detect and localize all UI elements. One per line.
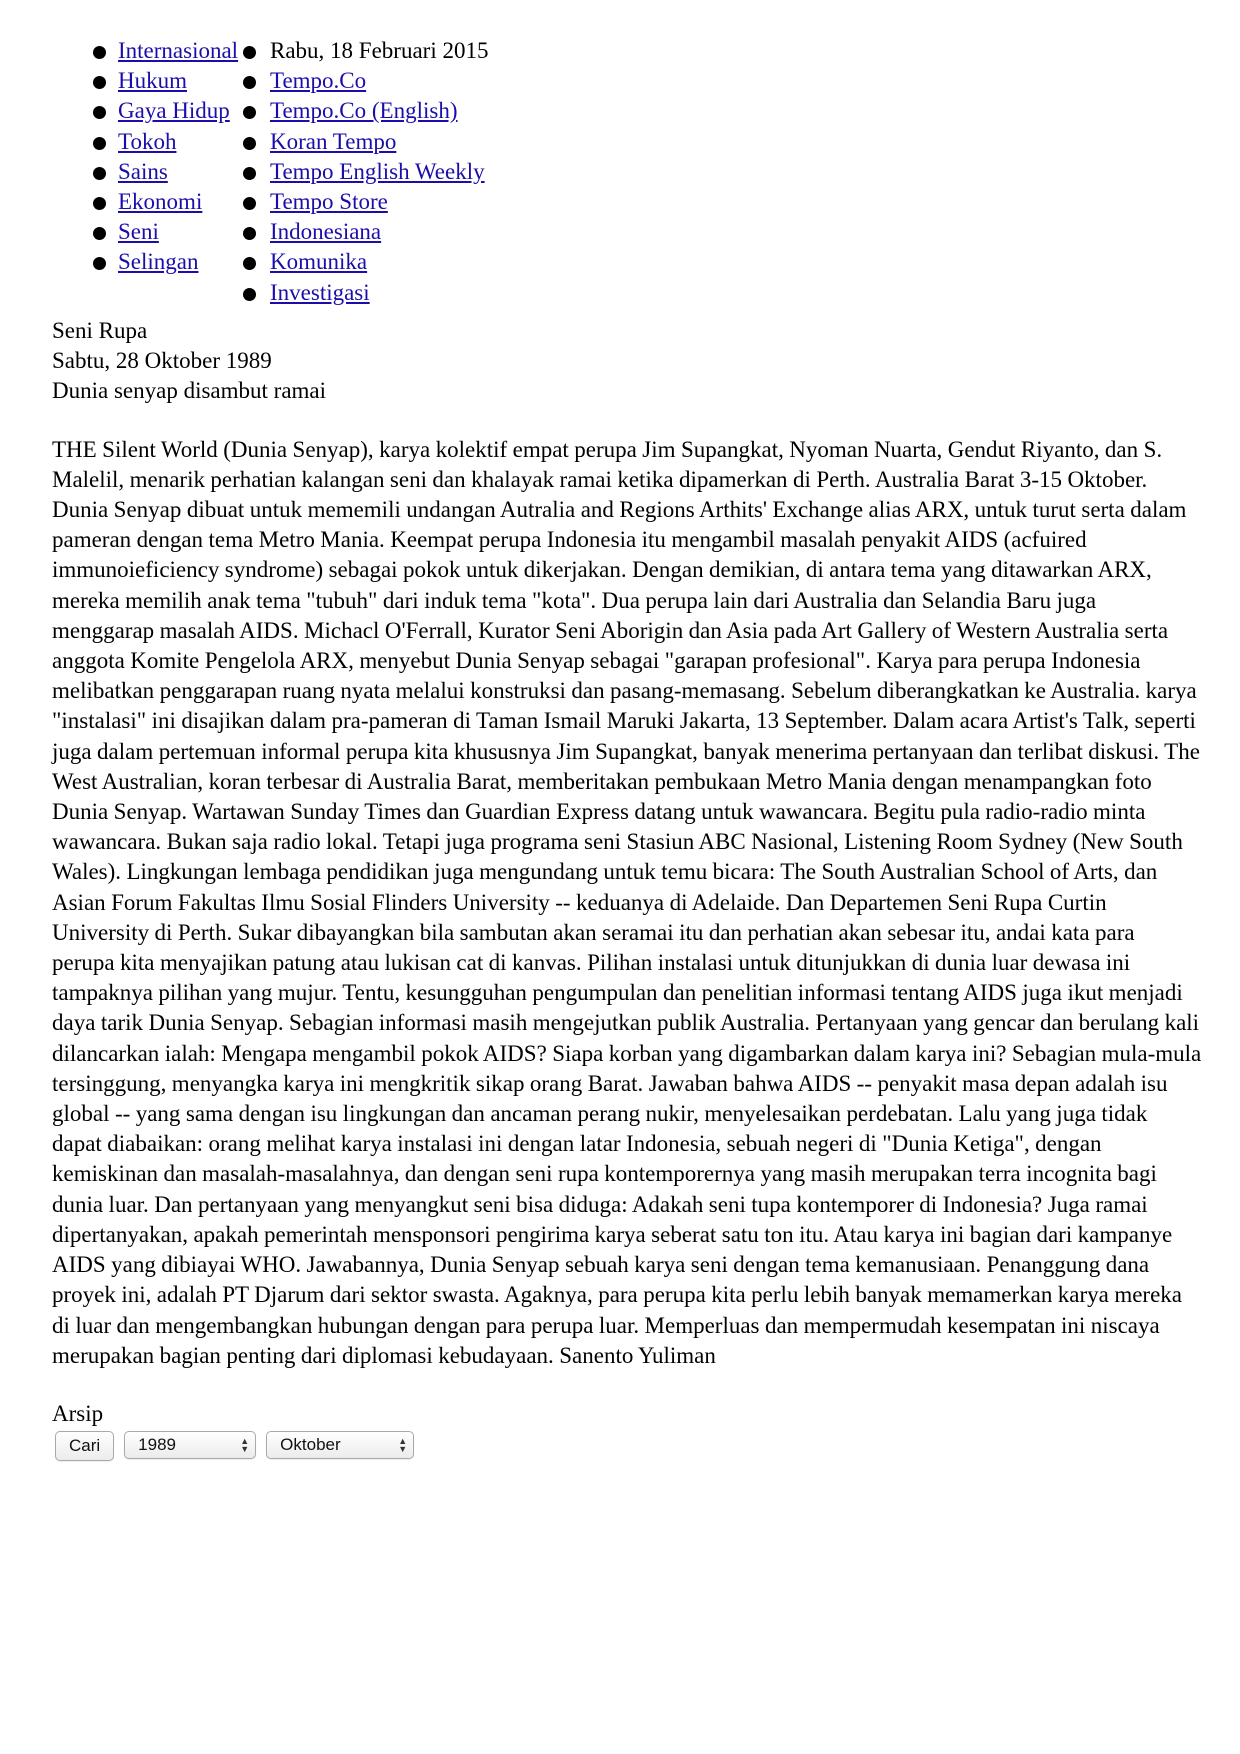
site-link-tempo-store[interactable]: Tempo Store <box>270 189 388 215</box>
category-item <box>52 217 197 247</box>
site-item <box>202 96 488 126</box>
category-link-gaya-hidup[interactable]: Gaya Hidup <box>118 98 230 124</box>
article-body: THE Silent World (Dunia Senyap), karya kolektif empat perupa Jim Supangkat, Nyoman Nuarta, Gendut Riyanto, dan S. Malelil, menarik perhatian kalangan seni dan khalayak ramai ketika dipamerkan di Perth. Australia Barat 3-15 Oktober. Dunia Senyap dibuat untuk mememili undangan Autralia and Regions Arthits' Exchange alias ARX, untuk turut serta dalam pameran dengan tema Metro Mania. Keempat perupa Indonesia itu mengambil masalah penyakit AIDS (acfuired immunoieficiency syndrome) sebagai pokok untuk dikerjakan. Dengan demikian, di antara tema yang ditawarkan ARX, mereka memilih anak tema "tubuh" dari induk tema "kota". Dua perupa lain dari Australia dan Selandia Baru juga menggarap masalah AIDS. Michacl O'Ferrall, Kurator Seni Aborigin dan Asia pada Art Gallery of Western Australia serta anggota Komite Pengelola ARX, menyebut Dunia Senyap sebagai "garapan profesional". Karya para perupa Indonesia melibatkan penggarapan ruang nyata melalui konstruksi dan pasang-memasang. Sebelum diberangkatkan ke Australia. karya "instalasi" ini disajikan dalam pra-pameran di Taman Ismail Maruki Jakarta, 13 September. Dalam acara Artist's Talk, seperti juga dalam pertemuan informal perupa kita khususnya Jim Supangkat, banyak menerima pertanyaan dan terlibat diskusi. The West Australian, koran terbesar di Australia Barat, memberitakan pembukaan Metro Mania dengan menampangkan foto Dunia Senyap. Wartawan Sunday Times dan Guardian Express datang untuk wawancara. Begitu pula radio-radio minta wawancara. Bukan saja radio lokal. Tetapi juga programa seni Stasiun ABC Nasional, Listening Room Sydney (New South Wales). Lingkungan lembaga pendidikan juga mengundang untuk temu bicara: The South Australian School of Arts, dan Asian Forum Fakultas Ilmu Sosial Flinders University -- keduanya di Adelaide. Dan Departemen Seni Rupa Curtin University di Perth. Sukar dibayangkan bila sambutan akan seramai itu dan perhatian akan sebesar itu, andai kata para perupa kita menyajikan patung atau lukisan cat di kanvas. Pilihan instalasi untuk ditunjukkan di dunia luar dewasa ini tampaknya pilihan yang mujur. Tentu, kesungguhan pengumpulan dan penelitian informasi tentang AIDS juga ikut menjadi daya tarik Dunia Senyap. Sebagian informasi masih mengejutkan publik Australia. Pertanyaan yang gencar dan berulang kali dilancarkan ialah: Mengapa mengambil pokok AIDS? Siapa korban yang digambarkan dalam karya ini? Sebagian mula-mula tersinggung, menyangka karya ini mengkritik sikap orang Barat. Jawaban bahwa AIDS -- penyakit masa depan adalah isu global -- yang sama dengan isu lingkungan dan ancaman perang nukir, menyelesaikan perdebatan. Lalu yang juga tidak dapat diabaikan: orang melihat karya instalasi ini dengan latar Indonesia, sebuah negeri di "Dunia Ketiga", dengan kemiskinan dan masalah-masalahnya, dan dengan seni rupa kontemporernya yang masih merupakan terra incognita bagi dunia luar. Dan pertanyaan yang menyangkut seni bisa diduga: Adakah seni tupa kontemporer di Indonesia? Juga ramai dipertanyakan, apakah pemerintah mensponsori pengirima karya seberat satu ton itu. Atau karya ini bagian dari kampanye AIDS yang dibiayai WHO. Jawabannya, Dunia Senyap sebuah karya seni dengan tema kemanusiaan. Penanggung dana proyek ini, adalah PT Djarum dari sektor swasta. Agaknya, para perupa kita perlu lebih banyak memamerkan karya mereka di luar dan mengembangkan hubungan dengan para perupa luar. Memperluas dan mempermudah kesempatan ini niscaya merupakan bagian penting dari diplomasi kebudayaan. Sanento Yuliman <box>52 436 1202 1368</box>
article-meta <box>52 316 1202 407</box>
month-select-value: Oktober <box>280 1434 341 1454</box>
search-button[interactable]: Cari <box>55 1431 114 1461</box>
site-item <box>202 187 488 217</box>
site-link-indonesiana[interactable]: Indonesiana <box>270 219 382 245</box>
category-link-hukum[interactable]: Hukum <box>118 68 187 94</box>
category-item <box>52 96 230 126</box>
site-item <box>202 66 488 96</box>
category-link-seni[interactable]: Seni <box>118 219 159 245</box>
site-item <box>202 247 488 277</box>
category-link-selingan[interactable]: Selingan <box>118 249 199 275</box>
month-select[interactable] <box>266 1431 414 1459</box>
site-link-komunika[interactable]: Komunika <box>270 249 368 275</box>
archive-heading: Arsip <box>52 1400 104 1426</box>
up-down-chevron-icon: ▲ ▼ <box>240 1435 250 1454</box>
category-item <box>52 127 197 157</box>
page <box>52 36 1202 1461</box>
category-item <box>52 247 197 277</box>
year-select[interactable] <box>124 1431 256 1459</box>
archive-controls <box>55 1431 1202 1461</box>
current-date: Rabu, 18 Februari 2015 <box>270 38 489 63</box>
site-link-tempo-english-weekly[interactable]: Tempo English Weekly <box>270 158 485 184</box>
category-link-tokoh[interactable]: Tokoh <box>118 128 177 154</box>
archive-section <box>52 1399 1202 1461</box>
article-date: Sabtu, 28 Oktober 1989 <box>52 348 272 374</box>
article-section: Seni Rupa <box>52 318 148 343</box>
article-title: Dunia senyap disambut ramai <box>52 378 327 404</box>
category-link-internasional[interactable]: Internasional <box>118 38 239 63</box>
site-link-koran-tempo[interactable]: Koran Tempo <box>270 128 397 154</box>
category-item <box>52 36 239 66</box>
up-down-chevron-icon: ▲ ▼ <box>398 1435 408 1454</box>
category-item <box>52 187 203 217</box>
top-navigation <box>52 36 1202 316</box>
site-link-investigasi[interactable]: Investigasi <box>270 279 370 305</box>
site-link-tempo-co[interactable]: Tempo.Co <box>270 68 367 94</box>
category-link-sains[interactable]: Sains <box>118 158 168 184</box>
category-link-ekonomi[interactable]: Ekonomi <box>118 189 203 215</box>
site-item <box>202 127 488 157</box>
site-list <box>202 36 488 308</box>
site-item <box>202 157 488 187</box>
site-item <box>202 217 488 247</box>
category-item <box>52 157 197 187</box>
category-item <box>52 66 197 96</box>
category-list <box>52 36 239 278</box>
site-item <box>202 278 488 308</box>
site-link-tempo-co-english[interactable]: Tempo.Co (English) <box>270 98 458 124</box>
date-item <box>202 36 488 66</box>
year-select-value: 1989 <box>138 1434 176 1454</box>
